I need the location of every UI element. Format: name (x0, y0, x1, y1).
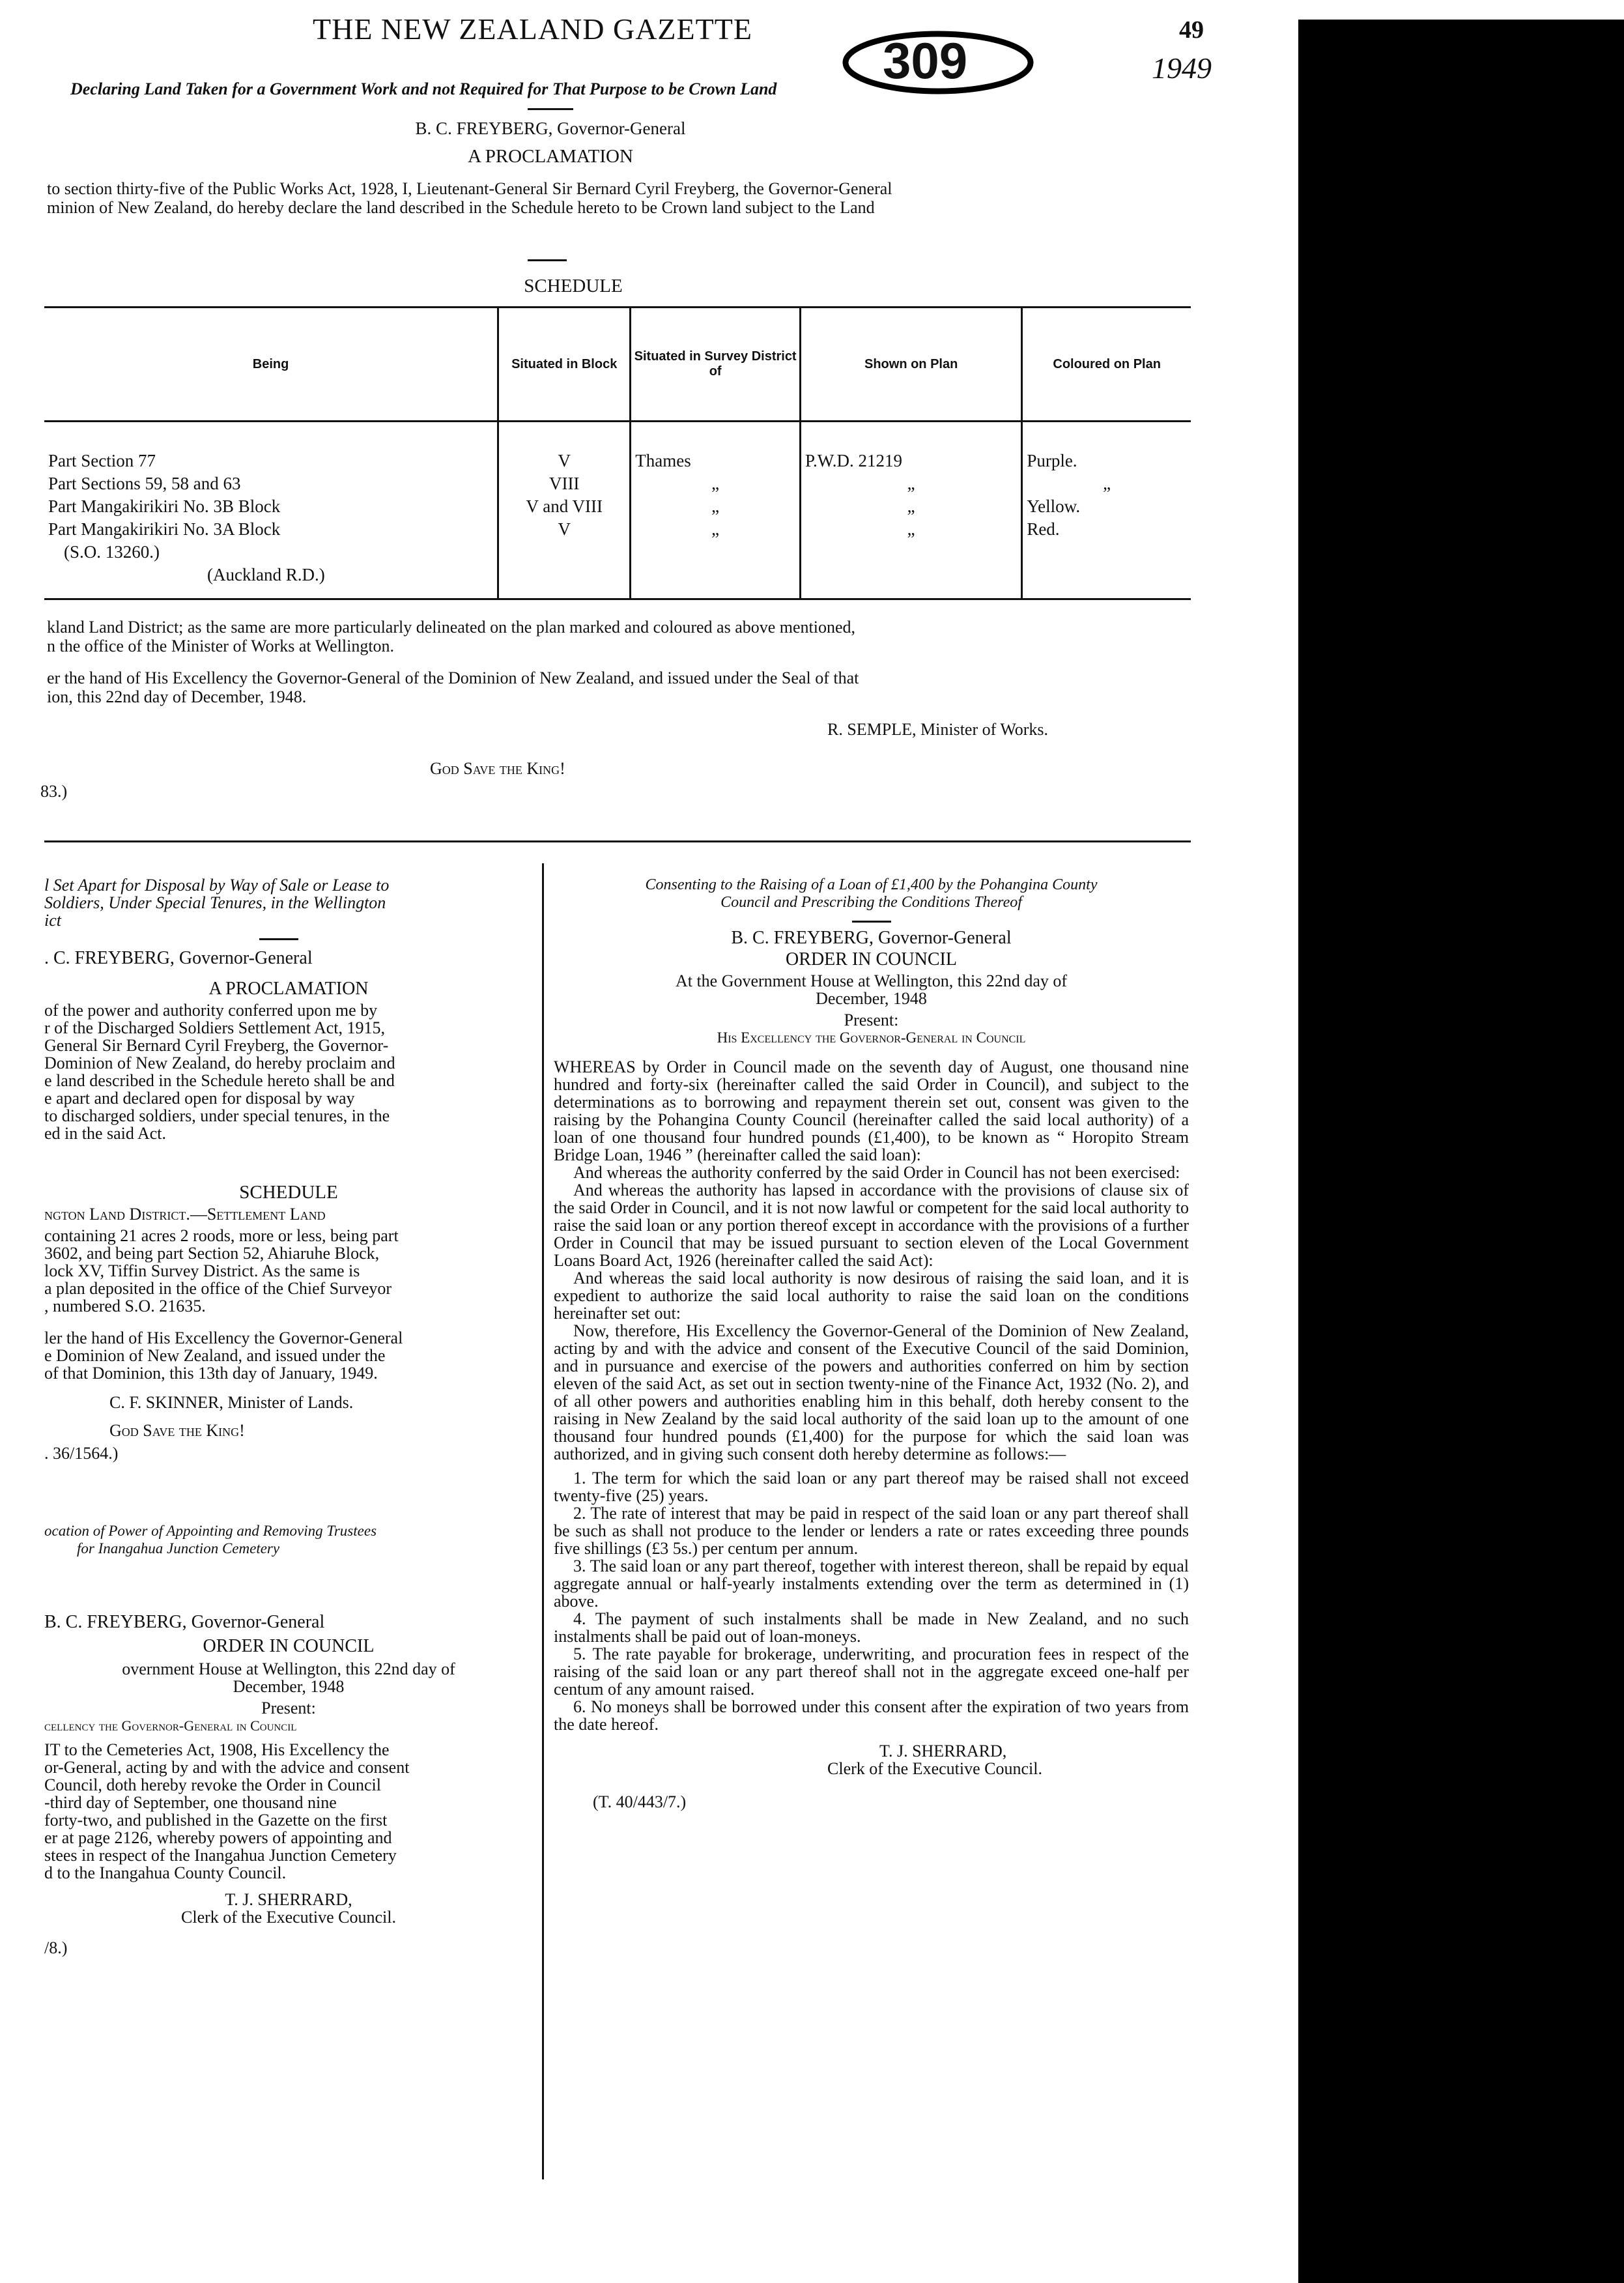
order-title-line: ocation of Power of Appointing and Removing Trustees (44, 1523, 377, 1539)
cell-colour: Red. (1022, 518, 1191, 541)
order-paragraph: And whereas the authority conferred by the said Order in Council has not been exercised: (573, 1163, 1180, 1182)
table-row (44, 422, 1191, 473)
district-heading: ngton Land District.—Settlement Land (44, 1205, 326, 1224)
table-row (44, 495, 1191, 518)
schedule-table (44, 306, 1191, 600)
cell-being: Part Section 77 (48, 451, 156, 470)
order-condition: 2. The rate of interest that may be paid in respect of the said loan or any part thereof shall be such as shall not produce to the lender or lenders a rate or rates exceeding three pounds five shillings (£3 5s.) per centum per annum. (554, 1504, 1189, 1558)
clerk-signature: T. J. SHERRARD, (225, 1890, 352, 1909)
excellency-line: His Excellency the Governor-General in Council (717, 1029, 1026, 1046)
column-header-block: Situated in Block (498, 308, 631, 422)
order-condition: 6. No moneys shall be borrowed under this consent after the expiration of two years from the date hereof. (554, 1697, 1189, 1734)
order-paragraph: And whereas the authority has lapsed in accordance with the provisions of clause six of the said Order in Council, and it is not now lawful or competent for the said local authority to raise the said loan or any portion thereof except in accordance with the provisions of a further Order in Council that may be issued pursuant to section eleven of the Local Government Loans Board Act, 1926 (hereinafter called the said Act): (554, 1181, 1189, 1270)
order-condition: 5. The rate payable for brokerage, underwriting, and procuration fees in respect of the raising of the said loan or any part thereof shall not in the aggregate exceed one-half per centum of any amount raised. (554, 1644, 1189, 1699)
notice-text-line: ion, this 22nd day of December, 1948. (47, 687, 307, 706)
reference-number: /8.) (44, 1938, 68, 1957)
governor-general-line: B. C. FREYBERG, Governor-General (44, 1612, 325, 1632)
clerk-title: Clerk of the Executive Council. (181, 1908, 396, 1927)
cell-block: V and VIII (498, 495, 631, 518)
reference-number: (T. 40/443/7.) (593, 1792, 687, 1811)
notice-text-line: er the hand of His Excellency the Governor-General of the Dominion of New Zealand, and issued under the Seal of that (47, 668, 859, 687)
reference-number: . 36/1564.) (44, 1444, 119, 1463)
minister-signature: R. SEMPLE, Minister of Works. (827, 720, 1049, 739)
order-text-line: Council, doth hereby revoke the Order in Council (44, 1775, 381, 1794)
cell-being: Part Sections 59, 58 and 63 (48, 474, 241, 493)
table-row (44, 472, 1191, 495)
order-text-line: forty-two, and published in the Gazette on the first (44, 1811, 388, 1830)
seal-text-line: ler the hand of His Excellency the Governor-General (44, 1328, 403, 1347)
present-label: Present: (844, 1011, 899, 1029)
order-condition: 3. The said loan or any part thereof, together with interest thereon, shall be repaid by equal aggregate annual or half-yearly instalments extending over the term as determined in (1) above. (554, 1557, 1189, 1611)
cell-colour: Purple. (1022, 422, 1191, 473)
order-text-line: stees in respect of the Inangahua Junction Cemetery (44, 1846, 397, 1865)
god-save-the-king: God Save the King! (109, 1421, 245, 1440)
order-in-council-heading: ORDER IN COUNCIL (786, 949, 957, 969)
section-divider (44, 840, 1191, 842)
present-label: Present: (261, 1699, 316, 1717)
order-place-line: December, 1948 (816, 989, 927, 1008)
table-row (44, 564, 1191, 599)
notice-title-line: Council and Prescribing the Conditions Thereof (720, 894, 1022, 911)
seal-text-line: e Dominion of New Zealand, and issued under the (44, 1346, 386, 1365)
schedule-text-line: , numbered S.O. 21635. (44, 1297, 206, 1315)
stamp-number: 309 (883, 32, 968, 89)
clerk-title: Clerk of the Executive Council. (827, 1759, 1042, 1778)
seal-text-line: of that Dominion, this 13th day of January, 1949. (44, 1364, 378, 1383)
gazette-masthead: THE NEW ZEALAND GAZETTE (313, 12, 752, 46)
column-header-plan: Shown on Plan (801, 308, 1022, 422)
handwritten-year: 1949 (1152, 51, 1212, 85)
proclamation-text-line: of the power and authority conferred upon me by (44, 1001, 378, 1020)
scan-edge-black-bar (1298, 20, 1624, 2283)
column-header-survey-district: Situated in Survey District of (631, 308, 801, 422)
schedule-text-line: 3602, and being part Section 52, Ahiaruhe Block, (44, 1244, 380, 1263)
proclamation-heading: A PROCLAMATION (468, 146, 633, 167)
notice-title-line: Soldiers, Under Special Tenures, in the Wellington (44, 893, 386, 912)
cell-being: Part Mangakirikiri No. 3B Block (48, 496, 281, 516)
schedule-text-line: containing 21 acres 2 roods, more or less, being part (44, 1226, 399, 1245)
divider (259, 938, 298, 940)
proclamation-text-line: e apart and declared open for disposal by way (44, 1089, 355, 1108)
notice-text-line: kland Land District; as the same are more particularly delineated on the plan marked and coloured as above mentioned, (47, 618, 856, 637)
proclamation-text-line: minion of New Zealand, do hereby declare the land described in the Schedule hereto to be Crown land subject to the Land (47, 198, 875, 217)
cell-block: VIII (498, 472, 631, 495)
cell-plan: „ (801, 495, 1022, 518)
order-paragraph: And whereas the said local authority is now desirous of raising the said loan, and it is expedient to authorize the said local authority to raise the said loan on the conditions hereinafter set out: (554, 1269, 1189, 1323)
proclamation-text-line: Dominion of New Zealand, do hereby proclaim and (44, 1054, 395, 1072)
minister-signature: C. F. SKINNER, Minister of Lands. (109, 1393, 354, 1412)
cell-being: Part Mangakirikiri No. 3A Block (48, 519, 281, 539)
cell-being: (Auckland R.D.) (44, 564, 498, 599)
cell-colour: „ (1022, 472, 1191, 495)
cell-district: „ (631, 518, 801, 541)
schedule-text-line: lock XV, Tiffin Survey District. As the same is (44, 1261, 360, 1280)
order-condition: 1. The term for which the said loan or any part thereof may be raised shall not exceed twenty-five (25) years. (554, 1469, 1189, 1505)
proclamation-heading: A PROCLAMATION (208, 979, 369, 999)
column-header-being: Being (44, 308, 498, 422)
order-text-line: -third day of September, one thousand nine (44, 1793, 337, 1812)
proclamation-text-line: General Sir Bernard Cyril Freyberg, the Governor- (44, 1036, 389, 1055)
order-condition: 4. The payment of such instalments shall be made in New Zealand, and no such instalments shall be paid out of loan-moneys. (554, 1609, 1189, 1646)
clerk-signature: T. J. SHERRARD, (879, 1742, 1007, 1760)
cell-plan: P.W.D. 21219 (801, 422, 1022, 473)
order-paragraph: Now, therefore, His Excellency the Governor-General of the Dominion of New Zealand, acting by and with the advice and consent of the Executive Council of the said Dominion, and in pursuance and exercise of the powers and authorities conferred on him by section eleven of the said Act, as set out in section twenty-nine of the Finance Act, 1932 (No. 2), and of all other powers and authorities enabling him in this behalf, doth hereby consent to the raising in New Zealand by the said local authority of the said loan up to the amount of one thousand four hundred pounds (£1,400) for the purpose for which the said loan was authorized, and in giving such consent doth hereby determine as follows:— (554, 1321, 1189, 1463)
cell-colour: Yellow. (1022, 495, 1191, 518)
order-text-line: IT to the Cemeteries Act, 1908, His Excellency the (44, 1740, 390, 1759)
order-in-council-heading: ORDER IN COUNCIL (203, 1636, 375, 1656)
cell-block: V (498, 422, 631, 473)
excellency-line: cellency the Governor-General in Council (44, 1717, 297, 1734)
schedule-text-line: a plan deposited in the office of the Chief Surveyor (44, 1279, 392, 1298)
table-row (44, 518, 1191, 541)
order-text-line: d to the Inangahua County Council. (44, 1863, 287, 1882)
order-paragraph: WHEREAS by Order in Council made on the seventh day of August, one thousand nine hundred and forty-six (hereinafter called the said Order in Council), and subject to the determinations as to borrowing and repayment therein set out, consent was given to the raising by the Pohangina County Council (hereinafter called the said local authority) of a loan of one thousand four hundred pounds (£1,400), to be known as “ Horopito Stream Bridge Loan, 1946 ” (hereinafter called the said loan): (554, 1057, 1189, 1164)
god-save-the-king: God Save the King! (430, 759, 565, 778)
order-place-line: overnment House at Wellington, this 22nd day of (122, 1659, 455, 1678)
notice-title-line: l Set Apart for Disposal by Way of Sale or Lease to (44, 876, 390, 895)
governor-general-line: B. C. FREYBERG, Governor-General (731, 928, 1012, 948)
governor-general-line: . C. FREYBERG, Governor-General (44, 948, 313, 968)
cell-block: V (498, 518, 631, 541)
right-column (554, 876, 1189, 1811)
notice-title-line: ict (44, 911, 61, 930)
cell-district: „ (631, 472, 801, 495)
order-place-line: December, 1948 (233, 1677, 345, 1696)
column-divider (542, 863, 544, 2179)
governor-general-line: B. C. FREYBERG, Governor-General (415, 119, 686, 138)
divider (528, 108, 573, 110)
notice-title: Declaring Land Taken for a Government Work and not Required for That Purpose to be Crown Land (70, 79, 777, 98)
schedule-heading: SCHEDULE (524, 276, 623, 296)
schedule-heading: SCHEDULE (239, 1182, 338, 1203)
order-title-line: for Inangahua Junction Cemetery (77, 1540, 280, 1557)
order-text-line: or-General, acting by and with the advice and consent (44, 1758, 410, 1777)
cell-district: „ (631, 495, 801, 518)
divider (852, 921, 891, 923)
proclamation-text-line: to section thirty-five of the Public Works Act, 1928, I, Lieutenant-General Sir Bernard Cyril Freyberg, the Governor-General (47, 179, 892, 198)
proclamation-text-line: to discharged soldiers, under special tenures, in the (44, 1106, 390, 1125)
proclamation-text-line: ed in the said Act. (44, 1124, 167, 1143)
page-number: 49 (1179, 16, 1204, 44)
column-header-coloured: Coloured on Plan (1022, 308, 1191, 422)
reference-number: 83.) (40, 782, 68, 801)
proclamation-text-line: e land described in the Schedule hereto shall be and (44, 1071, 395, 1090)
table-row (44, 541, 1191, 564)
divider (528, 259, 567, 261)
left-column (44, 876, 533, 1957)
order-place-line: At the Government House at Wellington, this 22nd day of (675, 971, 1068, 990)
notice-text-line: n the office of the Minister of Works at Wellington. (47, 637, 395, 655)
table-header-row (44, 308, 1191, 422)
order-text-line: er at page 2126, whereby powers of appointing and (44, 1828, 392, 1847)
proclamation-text-line: r of the Discharged Soldiers Settlement Act, 1915, (44, 1018, 386, 1037)
cell-plan: „ (801, 518, 1022, 541)
cell-plan: „ (801, 472, 1022, 495)
notice-title-line: Consenting to the Raising of a Loan of £1,400 by the Pohangina County (645, 876, 1098, 893)
cell-district: Thames (631, 422, 801, 473)
cell-being: (S.O. 13260.) (64, 542, 160, 562)
